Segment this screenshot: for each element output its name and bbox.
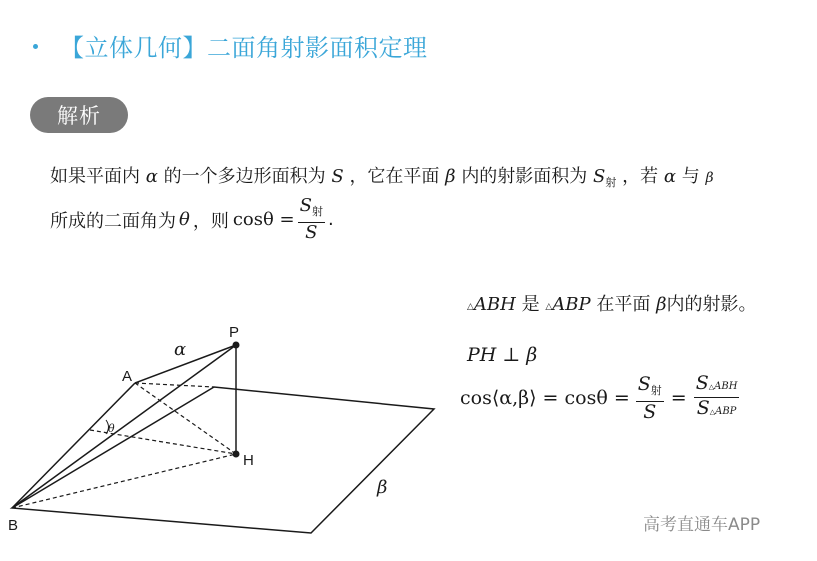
symbol-S-shadow-sub: 射 — [605, 176, 617, 189]
text-fragment: ，则 — [192, 210, 229, 232]
label-B: B — [8, 517, 19, 534]
numerator-sub: 射 — [311, 205, 323, 218]
title-bullet-dot — [33, 44, 38, 49]
fraction-2-denominator — [697, 398, 737, 422]
cos-expression: cosθ = — [232, 209, 295, 230]
plane-hidden-edge-dashed — [135, 383, 214, 387]
symbol-beta-2: β — [705, 170, 714, 186]
text-fragment: 在平面 — [596, 294, 651, 315]
watermark: 高考直通车APP — [643, 515, 761, 535]
equals-sign: = — [670, 386, 687, 409]
fraction-1-numerator — [636, 374, 664, 402]
symbol-S-shadow-base: S — [593, 166, 606, 187]
text-fragment: ，若 — [622, 166, 659, 187]
label-A: A — [122, 368, 133, 385]
dihedral-angle-diagram — [0, 300, 450, 561]
symbol-beta: β — [656, 294, 667, 315]
text-fragment: 内的射影面积为 — [461, 166, 588, 187]
plane-beta — [12, 387, 434, 533]
text-fragment: ，它在平面 — [349, 166, 440, 187]
period: . — [327, 209, 334, 230]
symbol-alpha-2: α — [663, 166, 677, 187]
area-ratio-fraction — [298, 196, 325, 243]
denominator-sub: ABP — [715, 406, 737, 417]
cosine-formula — [460, 373, 742, 422]
symbol-theta: θ — [179, 209, 190, 230]
text-fragment: 所成的二面角为 — [50, 210, 176, 232]
text-fragment: 的一个多边形面积为 — [163, 166, 326, 187]
formula-fraction-1 — [636, 374, 664, 422]
formula-fraction-2 — [694, 373, 740, 422]
triangle-symbol: △ — [709, 408, 716, 416]
triangle-symbol: △ — [708, 383, 715, 391]
label-beta: β — [377, 477, 388, 498]
edge-BH-dashed — [12, 454, 236, 508]
numerator-base: S — [299, 195, 312, 216]
triangle-abp: ABP — [552, 294, 591, 315]
cos-left-expression: cos⟨α,β⟩ = cosθ = — [460, 386, 630, 409]
explanation-line-1 — [50, 162, 714, 190]
triangle-abh: ABH — [473, 294, 516, 315]
fraction-2-numerator — [694, 373, 740, 398]
fraction-1-denominator: S — [643, 400, 657, 423]
text-fragment: 是 — [521, 294, 540, 315]
numerator-base: S — [637, 372, 651, 395]
label-P: P — [229, 324, 240, 341]
text-fragment: 与 — [681, 166, 700, 187]
label-alpha: α — [174, 339, 187, 360]
label-theta: θ — [108, 422, 115, 435]
text-fragment: 内的射影。 — [666, 294, 757, 315]
text-fragment: 如果平面内 — [50, 166, 140, 187]
fraction-denominator: S — [305, 222, 318, 243]
label-H: H — [243, 452, 254, 469]
edge-AH-dashed — [135, 383, 236, 454]
triangle-symbol: △ — [545, 302, 553, 312]
numerator-sub: 射 — [650, 383, 662, 397]
symbol-S-shadow — [593, 166, 616, 187]
fraction-numerator — [298, 196, 325, 223]
projection-statement — [467, 290, 756, 316]
page-title: 【立体几何】二面角射影面积定理 — [60, 34, 428, 62]
perpendicular-statement: PH ⊥ β — [467, 344, 538, 366]
section-badge: 解析 — [30, 97, 128, 133]
numerator-base: S — [695, 372, 709, 394]
denominator-base: S — [696, 397, 710, 419]
symbol-beta: β — [445, 166, 456, 187]
triangle-symbol: △ — [467, 302, 474, 312]
symbol-S: S — [331, 166, 344, 187]
numerator-sub: ABH — [714, 381, 738, 392]
point-P — [233, 342, 240, 349]
explanation-line-2 — [50, 196, 334, 243]
point-H — [233, 451, 240, 458]
symbol-alpha: α — [145, 166, 158, 187]
